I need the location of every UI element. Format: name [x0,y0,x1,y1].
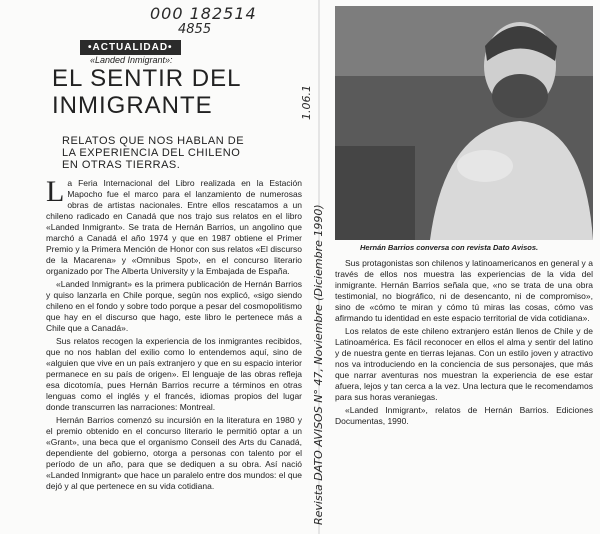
handwritten-archive-code: 000 182514 [150,4,257,23]
author-photo-illustration [335,6,593,240]
paragraph-text: a Feria Internacional del Libro realizada en la Estación Mapocho fue el marco para el lanzamiento de numerosas obras de artistas nacionales. Entre ellos rescatamos a un chileno radicado en Canadá que nos trajo sus relatos en el libro «Landed Inmigrant». Se trata de Hernán Barrios, un angolino que marchó a Canadá el año 1974 y que en 1987 obtiene el Primer Premio y la Primera Mención de Honor con sus relatos «El discurso de la Macarena» y «Omnibus Spot», en el concurso literario organizado por The Alberta University y la Embajada de España. [46,178,302,276]
title-line: INMIGRANTE [52,92,213,119]
lead-line: LA EXPERIENCIA DEL CHILENO [62,147,241,159]
article-title [52,65,242,119]
photo-caption: Hernán Barrios conversa con revista Dato Avisos. [360,243,539,252]
paragraph: Sus protagonistas son chilenos y latinoamericanos en general y a través de ellos nos muestra las experiencias de la vida del inmigrante. Hernán Barrios señala que, «no se trata de una obra testimonial, no biográfico, ni de desencanto, ni de compromiso», sino de «cómo te miran y cómo tú miras las cosas, cómo vas afirmando tu identidad en este espacio territorial de vida cotidiana». [335,258,593,323]
lead-line: EN OTRAS TIERRAS. [62,159,181,171]
title-line: EL SENTIR DEL [52,65,242,92]
right-column [335,258,593,429]
article-subtitle: «Landed Inmigrant»: [90,55,173,65]
paragraph: Hernán Barrios comenzó su incursión en la literatura en 1980 y el premio obtenido en el concurso literario le permitió optar a un «Grant», una beca que el organismo Conseil des Arts du Canadá, dependiente del gobierno, otorga a personas con talento por el período de un año, para que se dediquen a su obra. Así nació «Landed Inmigrant» que hace un paralelo entre dos mundos: el que dejó y al que pertenece en su vida cotidiana. [46,415,302,491]
lead-line: RELATOS QUE NOS HABLAN DE [62,135,245,147]
author-photo [335,6,593,240]
left-column [46,175,302,494]
dropcap: L [46,175,65,208]
handwritten-date: 1.06.1 [300,85,313,120]
article-lead [62,135,252,171]
section-tag: •ACTUALIDAD• [80,40,181,55]
handwritten-number: 4855 [178,22,212,37]
paragraph: «Landed Inmigrant», relatos de Hernán Barrios. Ediciones Documentas, 1990. [335,405,593,426]
paragraph: Los relatos de este chileno extranjero están llenos de Chile y de Latinoamérica. Es fácil reconocer en ellos el alma y sentir del latino y de nuestra gente en tierras lejanas. Con un estilo joven y atractivo nos va introduciendo en la conciencia de sus personajes, que más que narrar aventuras nos muestran la experiencia de ese estar afuera, lejos y tan cerca a la vez. Una lectura que le recomendamos para sus horas veraniegas. [335,326,593,402]
paragraph: «Landed Inmigrant» es la primera publicación de Hernán Barrios y quiso lanzarla en Chile porque, según nos explicó, «sigo siendo chileno en el fondo y sobre todo porque a pesar del cosmopolitismo que hay en el discurso que hago, este libro le pertenece más a Chile que a Canadá». [46,279,302,333]
handwritten-source: Revista DATO AVISOS N° 47, Noviembre (Diciembre 1990) [312,204,325,525]
paragraph [46,175,302,277]
paragraph: Sus relatos recogen la experiencia de los inmigrantes recibidos, que no nos hablan del exilio como lo entendemos aquí, sino de «alguien que vive en un país extranjero y que en su espacio interior permanece en su país de origen». El lenguaje de las obras refleja esa dicotomía, pues Hernán Barrios recurre a términos en otras lenguas como el inglés y el francés, idiomas propios del lugar donde transcurren las narraciones: Montreal. [46,336,302,412]
